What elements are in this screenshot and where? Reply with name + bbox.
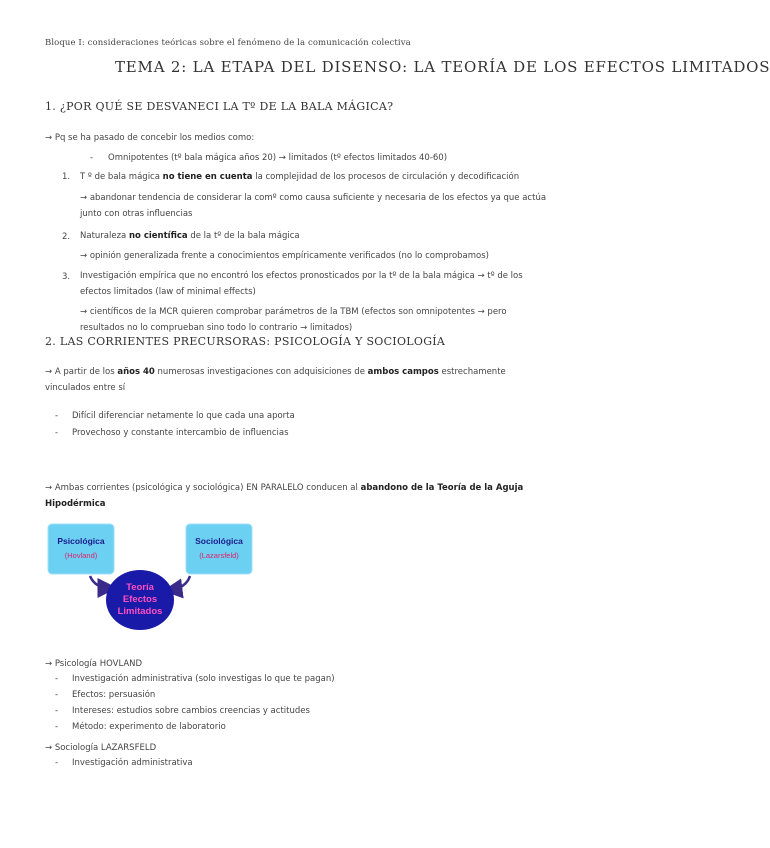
theory-diagram <box>40 518 280 638</box>
sociologia-heading: → Sociología LAZARSFELD <box>45 743 157 753</box>
sociologica-title: Sociológica <box>195 536 243 546</box>
dash-bullet: - <box>55 411 59 421</box>
section-1-intro: → Pq se ha pasado de concebir los medios como: <box>45 133 255 143</box>
dash-bullet: - <box>55 758 59 768</box>
list-number: 2. <box>62 232 71 242</box>
dash-bullet: - <box>55 674 59 684</box>
list-item-sub: → opinión generalizada frente a conocimientos empíricamente verificados (no lo comprobamos) <box>80 251 489 261</box>
dash-bullet: - <box>55 428 59 438</box>
dash-bullet: - <box>90 153 94 163</box>
page-title: TEMA 2: LA ETAPA DEL DISENSO: LA TEORÍA DE LOS EFECTOS LIMITADOS <box>115 58 770 76</box>
list-item-sub: → abandonar tendencia de considerar la comº como causa suficiente y necesaria de los efectos ya que actúa junto con otras influencias <box>80 193 547 219</box>
list-number: 1. <box>62 172 71 182</box>
dash-bullet: - <box>55 706 59 716</box>
sociologica-box <box>186 524 252 574</box>
section-2-paragraph-1: → A partir de los años 40 numerosas investigaciones con adquisiciones de ambos campos estrechamente vinculados entre sí <box>45 367 506 393</box>
section-2-heading: 2. LAS CORRIENTES PRECURSORAS: PSICOLOGÍA Y SOCIOLOGÍA <box>45 335 446 348</box>
center-text: Teoría <box>126 582 154 593</box>
bloque-header: Bloque I: consideraciones teóricas sobre el fenómeno de la comunicación colectiva <box>45 38 411 48</box>
psicologia-heading: → Psicología HOVLAND <box>45 659 143 669</box>
center-text: Efectos <box>122 594 158 605</box>
dash-item: Investigación administrativa <box>72 758 193 768</box>
sociologica-author: (Lazarsfeld) <box>199 551 239 560</box>
dash-bullet: - <box>55 690 59 700</box>
arrow-right <box>170 576 190 590</box>
dash-item: Difícil diferenciar netamente lo que cada una aporta <box>72 411 295 421</box>
psicologica-author: (Hovland) <box>64 551 98 560</box>
dash-item: Método: experimento de laboratorio <box>72 722 226 732</box>
dash-item: Intereses: estudios sobre cambios creencias y actitudes <box>72 706 310 716</box>
dash-item: Investigación administrativa (solo investigas lo que te pagan) <box>72 674 335 684</box>
psicologica-title: Psicológica <box>57 536 105 546</box>
list-item: Investigación empírica que no encontró los efectos pronosticados por la tº de la bala mágica → tº de los efectos limitados (law of minimal effects) <box>80 271 523 297</box>
section-1-heading: 1. ¿POR QUÉ SE DESVANECI LA Tº DE LA BALA MÁGICA? <box>45 100 394 113</box>
list-number: 3. <box>62 272 71 282</box>
list-item-sub: → científicos de la MCR quieren comprobar parámetros de la TBM (efectos son omnipotentes → pero resultados no lo comprueban sino todo lo contrario → limitados) <box>80 307 507 333</box>
center-text: Limitados <box>117 606 163 617</box>
dash-item: Provechoso y constante intercambio de influencias <box>72 428 289 438</box>
dash-bullet: - <box>55 722 59 732</box>
section-2-paragraph-2: → Ambas corrientes (psicológica y sociológica) EN PARALELO conducen al abandono de la Teoría de la Aguja Hipodérmica <box>45 483 524 509</box>
psicologica-box <box>48 524 114 574</box>
list-item: Naturaleza no científica de la tº de la bala mágica <box>80 231 300 241</box>
dash-item: Efectos: persuasión <box>72 690 156 700</box>
list-item: T º de bala mágica no tiene en cuenta la complejidad de los procesos de circulación y decodificación <box>80 172 520 182</box>
arrow-left <box>90 576 110 588</box>
dash-item: Omnipotentes (tº bala mágica años 20) → limitados (tº efectos limitados 40-60) <box>108 153 448 163</box>
